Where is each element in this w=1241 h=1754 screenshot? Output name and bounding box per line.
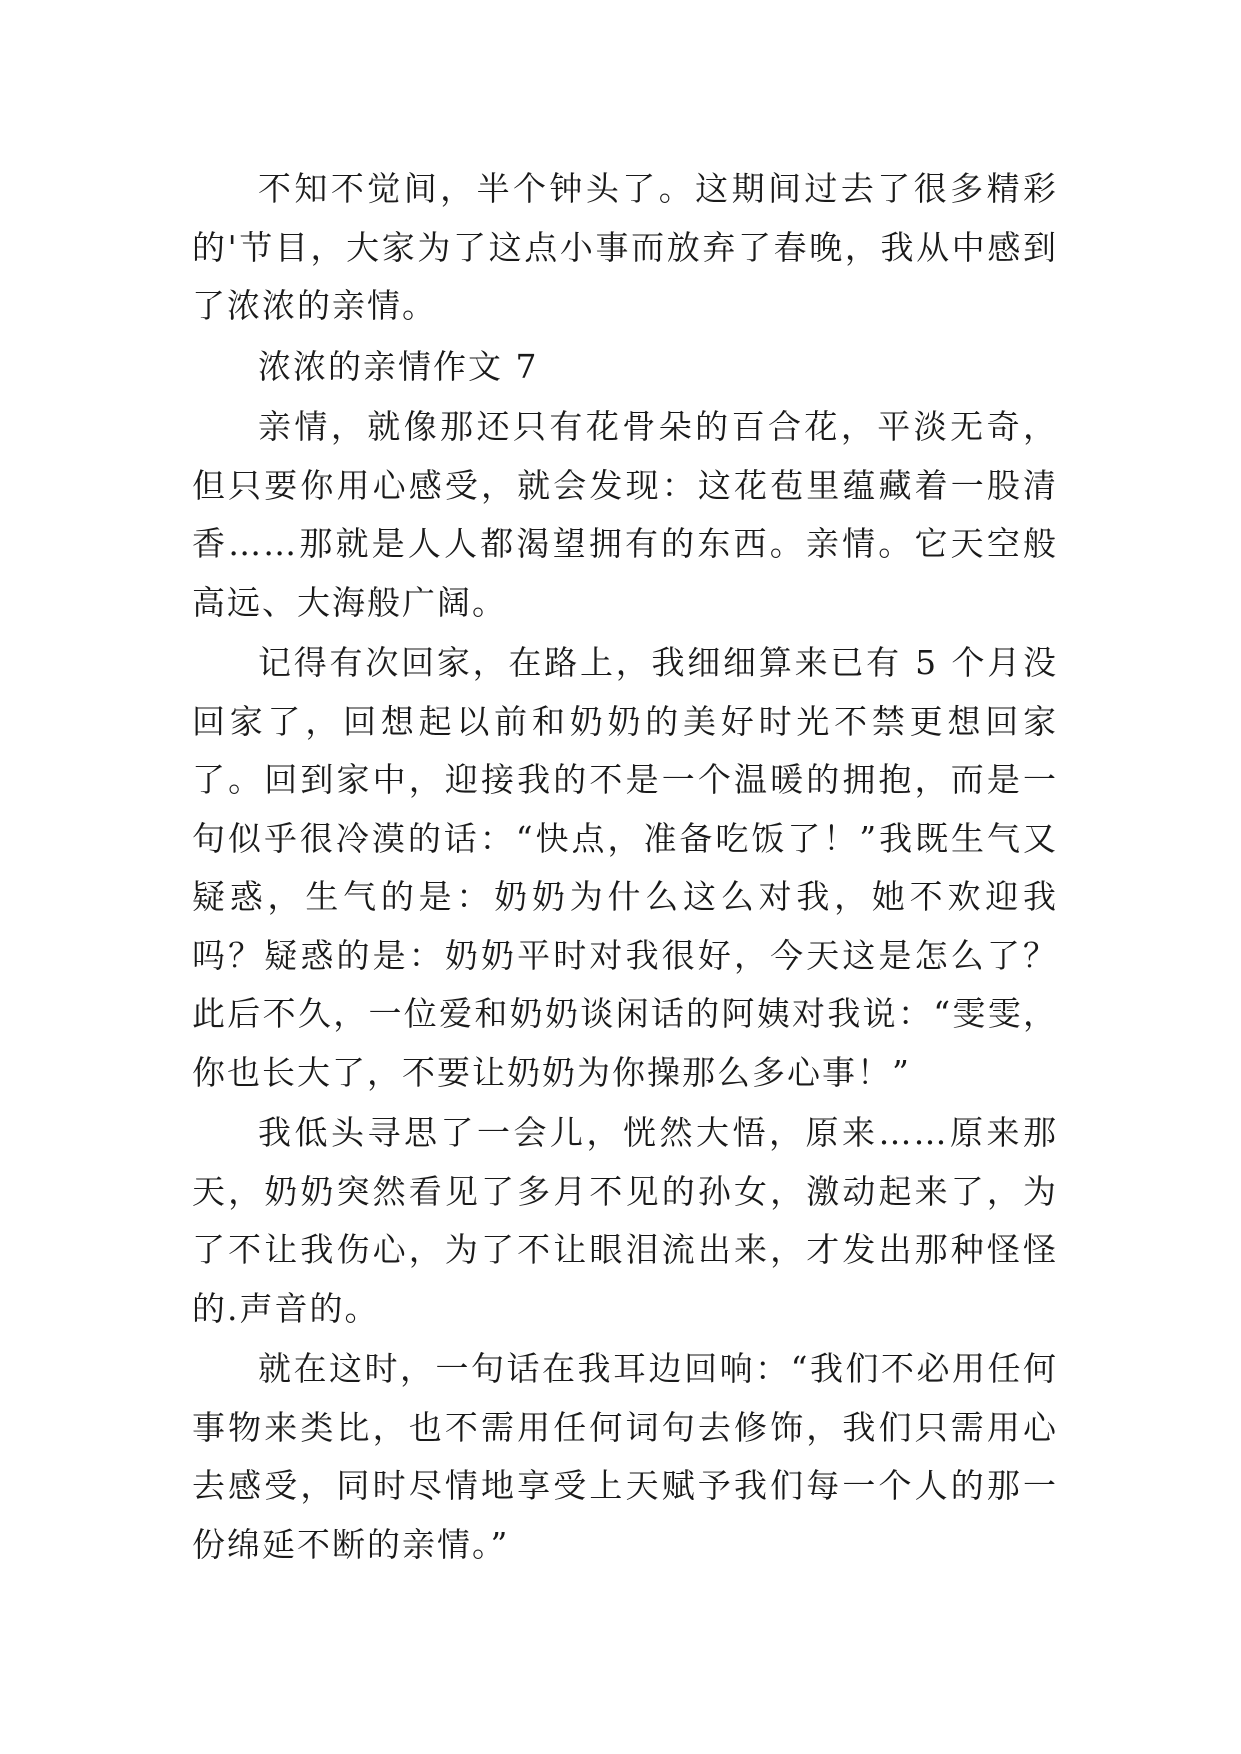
paragraph-3: 记得有次回家，在路上，我细细算来已有 5 个月没回家了，回想起以前和奶奶的美好时光不禁更想回家了。回到家中，迎接我的不是一个温暖的拥抱，而是一句似乎很冷漠的话：“快点，准备吃饭了！”我既生气又疑惑，生气的是：奶奶为什么这么对我，她不欢迎我吗？疑惑的是：奶奶平时对我很好，今天这是怎么了？此后不久，一位爱和奶奶谈闲话的阿姨对我说：“雯雯，你也长大了，不要让奶奶为你操那么多心事！” <box>192 643 1058 1092</box>
document-body <box>192 160 1058 1576</box>
paragraph-5: 就在这时，一句话在我耳边回响：“我们不必用任何事物来类比，也不需用任何词句去修饰，我们只需用心去感受，同时尽情地享受上天赋予我们每一个人的那一份绵延不断的亲情。” <box>192 1349 1058 1564</box>
paragraph-4: 我低头寻思了一会儿，恍然大悟，原来……原来那天，奶奶突然看见了多月不见的孙女，激动起来了，为了不让我伤心，为了不让眼泪流出来，才发出那种怪怪的.声音的。 <box>192 1113 1058 1328</box>
essay-title: 浓浓的亲情作文 7 <box>258 346 539 386</box>
paragraph-2: 亲情，就像那还只有花骨朵的百合花，平淡无奇，但只要你用心感受，就会发现：这花苞里蕴藏着一股清香……那就是人人都渴望拥有的东西。亲情。它天空般高远、大海般广阔。 <box>192 407 1058 622</box>
paragraph-1: 不知不觉间，半个钟头了。这期间过去了很多精彩的'节目，大家为了这点小事而放弃了春晚，我从中感到了浓浓的亲情。 <box>192 169 1058 325</box>
